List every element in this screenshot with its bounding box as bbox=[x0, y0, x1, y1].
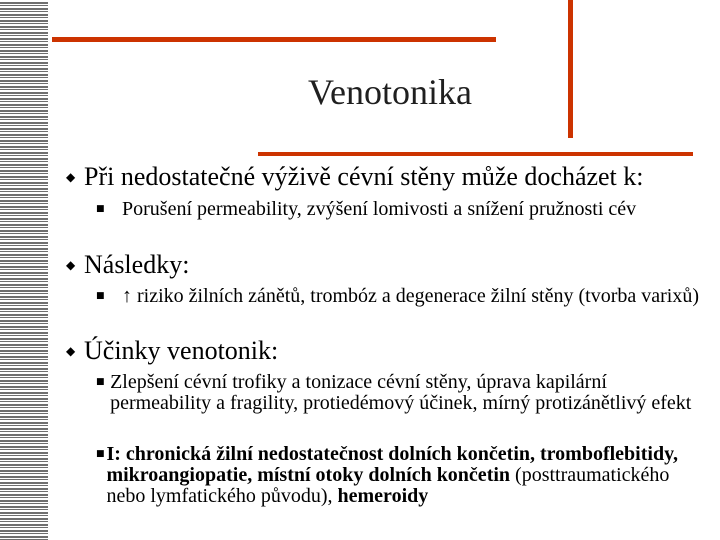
square-bullet-icon: ■ bbox=[96, 449, 105, 459]
sub-bullet-text: Porušení permeability, zvýšení lomivosti a snížení pružnosti cév bbox=[122, 198, 637, 220]
square-bullet-icon: ■ bbox=[96, 291, 105, 301]
indication-bold-tail: hemeroidy bbox=[337, 485, 429, 507]
diamond-bullet-icon: ◆ bbox=[66, 344, 76, 358]
sub-bullet-item-3-2 bbox=[96, 444, 696, 507]
sub-bullet-text-body: riziko žilních zánětů, trombóz a degenerace žilní stěny (tvorba varixů) bbox=[132, 285, 699, 307]
sub-bullet-item-3-1 bbox=[96, 372, 696, 414]
diamond-bullet-icon: ◆ bbox=[66, 258, 76, 272]
decorative-stripes bbox=[0, 0, 50, 540]
accent-bar-vertical bbox=[568, 0, 573, 138]
slide-title: Venotonika bbox=[308, 72, 472, 112]
sub-bullet-item-1-1 bbox=[96, 199, 706, 220]
sub-bullet-text: Zlepšení cévní trofiky a tonizace cévní stěny, úprava kapilární permeability a fragility, protiedémový účinek, mírný protizánětlivý efekt bbox=[110, 371, 692, 414]
indication-normal-text: (posttraumatického nebo lymfatického původu), bbox=[106, 464, 670, 507]
indication-bold-text: I: chronická žilní nedostatečnost dolních končetin, tromboflebitidy, mikroangiopatie, místní otoky dolních končetin bbox=[106, 443, 678, 486]
up-arrow-icon: ↑ bbox=[122, 285, 132, 307]
square-bullet-icon: ■ bbox=[96, 377, 105, 387]
bullet-item-3 bbox=[66, 337, 706, 365]
sub-bullet-text bbox=[106, 444, 696, 507]
bullet-text: Následky: bbox=[84, 250, 190, 279]
square-bullet-icon: ■ bbox=[96, 204, 105, 214]
accent-bar-title-underline bbox=[258, 152, 693, 156]
bullet-item-2 bbox=[66, 251, 706, 279]
bullet-item-1 bbox=[66, 163, 706, 191]
bullet-text: Účinky venotonik: bbox=[84, 336, 279, 365]
sub-bullet-item-2-1 bbox=[96, 286, 706, 307]
sub-bullet-text bbox=[122, 286, 699, 307]
diamond-bullet-icon: ◆ bbox=[66, 170, 76, 184]
bullet-text: Při nedostatečné výživě cévní stěny může docházet k: bbox=[84, 162, 644, 191]
accent-bar-top bbox=[52, 37, 496, 42]
